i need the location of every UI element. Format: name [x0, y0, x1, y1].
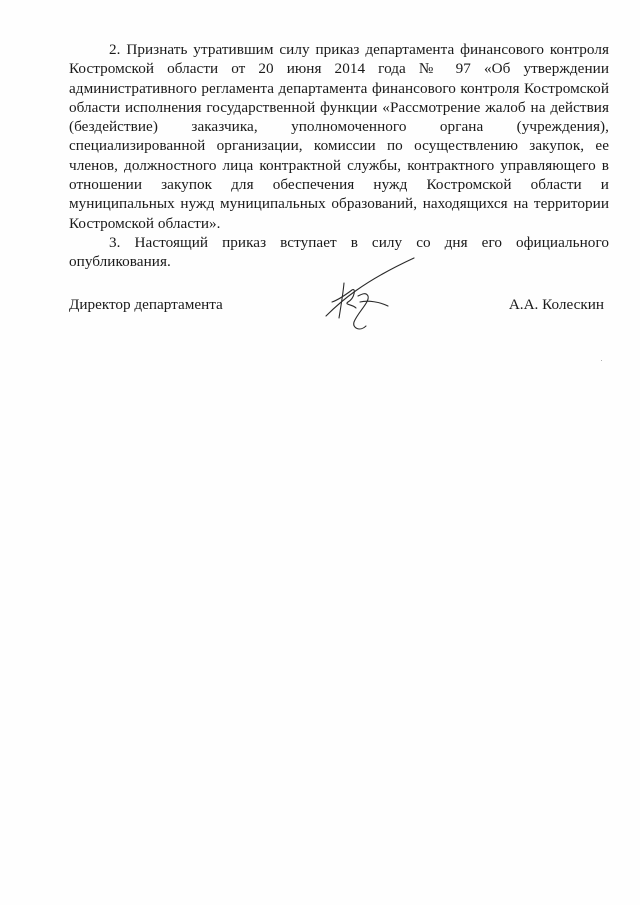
- document-body: [69, 40, 609, 272]
- paragraph-2: 2. Признать утратившим силу приказ департамента финансового контроля Костромской области от 20 июня 2014 года № 97 «Об утверждении административного регламента департамента финансового контроля Костромской области исполнения государственной функции «Рассмотрение жалоб на действия (бездействие) заказчика, уполномоченного органа (учреждения), специализированной организации, комиссии по осуществлению закупок, ее членов, должностного лица контрактной службы, контрактного управляющего в отношении закупок для обеспечения нужд Костромской области и муниципальных нужд муниципальных образований, находящихся на территории Костромской области».: [69, 41, 609, 232]
- signatory-name: А.А. Колескин: [508, 296, 604, 313]
- scan-speck: [601, 360, 602, 361]
- handwritten-signature: [322, 256, 417, 334]
- signatory-position: Директор департамента: [69, 296, 223, 313]
- paragraph-3: 3. Настоящий приказ вступает в силу со дня его официального опубликования.: [69, 233, 609, 271]
